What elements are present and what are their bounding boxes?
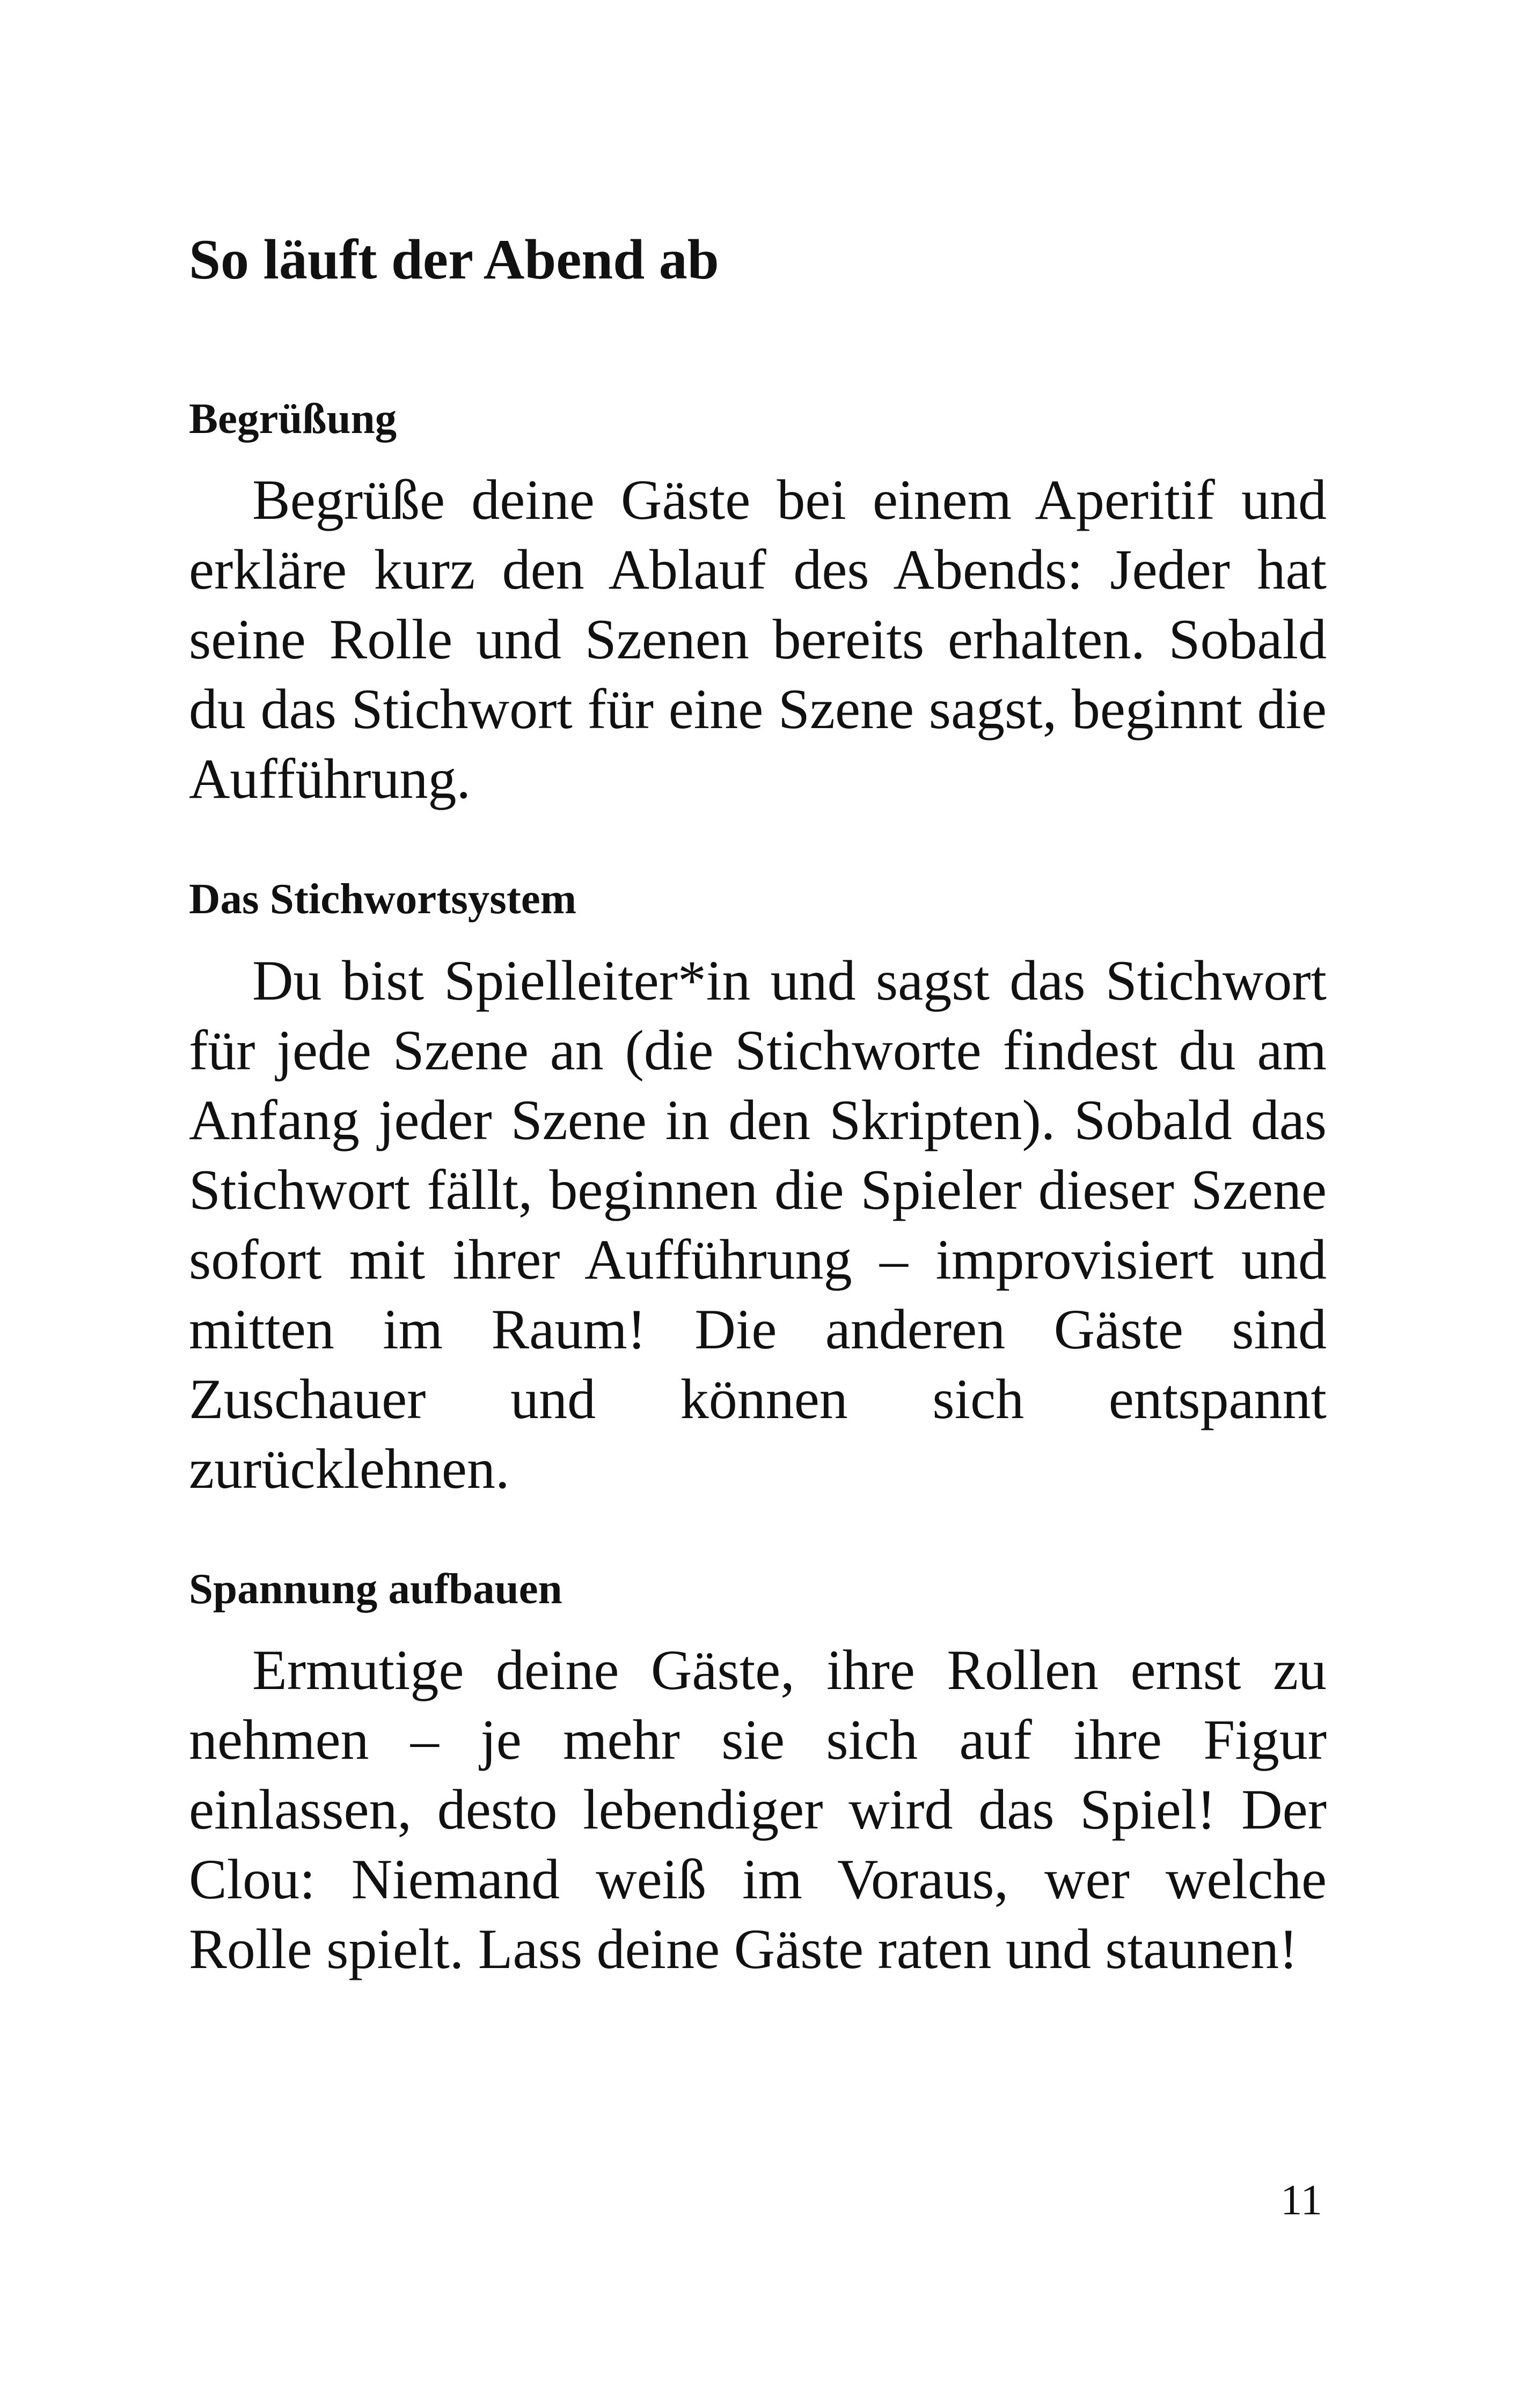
page-content [189, 225, 1327, 1984]
section-heading-stichwortsystem: Das Stichwortsystem [189, 875, 577, 923]
section-paragraph-begruessung: Begrüße deine Gäste bei einem Aperitif und erkläre kurz den Ablauf des Abends: Jeder hat seine Rolle und Szenen bereits erhalten. Sobald du das Stichwort für eine Szene sagst, beginnt die Aufführung. [189, 468, 1327, 811]
section-heading-begruessung: Begrüßung [189, 394, 397, 443]
section-heading-spannung: Spannung aufbauen [189, 1564, 562, 1613]
section-paragraph-spannung: Ermutige deine Gäste, ihre Rollen ernst zu nehmen – je mehr sie sich auf ihre Figur einlassen, desto lebendiger wird das Spiel! Der Clou: Niemand weiß im Voraus, wer welche Rolle spielt. Lass deine Gäste raten und staunen! [189, 1638, 1327, 1980]
page-number: 11 [1280, 2176, 1322, 2224]
page-title: So läuft der Abend ab [189, 228, 719, 291]
section-paragraph-stichwortsystem: Du bist Spielleiter*in und sagst das Stichwort für jede Szene an (die Stichworte findest du am Anfang jeder Szene in den Skripten). Sobald das Stichwort fällt, beginnen die Spieler dieser Szene sofort mit ihrer Aufführung – improvisiert und mitten im Raum! Die anderen Gäste sind Zuschauer und können sich entspannt zurücklehnen. [189, 949, 1327, 1500]
